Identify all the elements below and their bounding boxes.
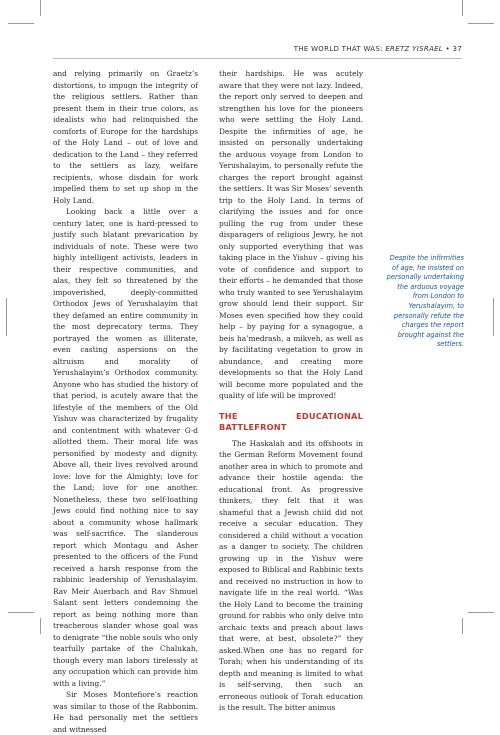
paragraph: Looking back a little over a century later, one is hard-pressed to justify such blatant prevarication by individuals of note. These were two highly intelligent activists, leaders in their respective communities, and alas, they felt so threatened by the impoverished, deeply-committed Orthodox Jews of Yerushalayim that they defamed an entire community in the most deprecatory terms. They portrayed the women as illiterate, even casting aspersions on the altruism and morality of Yerushalayim’s Orthodox community. Anyone who has studied the history of that period, is acutely aware that the lifestyle of the members of the Old Yishuv was characterized by frugality and contentment with whatever G-d allotted them. Their moral life was personified by modesty and dignity. Above all, their lives revolved around love: love for the Almighty; love for the Land; love for one another. Nonetheless, these two self-loathing Jews could find nothing nice to say about a community whose hallmark was self-sacrifice. The slanderous report which Montagu and Asher presented to the officers of the Fund received a harsh response from the rabbinic leadership of Yerushalayim. Rav Meir Auerbach and Rav Shmuel Salant sent letters condemning the report as being nothing more than treacherous slander whose goal was to denigrate “the noble souls who only tearfully partake of the Chalukah, though every man labors tirelessly at any occupation which can provide him with a living.” (53, 207, 198, 688)
crop-mark-top-right-v (462, 0, 463, 16)
paragraph: Sir Moses Montefiore’s reaction was similar to those of the Rabbonim. He had personally met the settlers and witnessed (53, 690, 198, 734)
header-rule (53, 58, 462, 59)
crop-mark-top-right-h (468, 23, 494, 24)
crop-mark-bottom-right-v (462, 618, 463, 634)
paragraph: The Haskalah and its offshoots in the German Reform Movement found another area in which to promote and advance their hostile agenda: the educational front. As progressive thinkers, they felt that it was shameful that a Jewish child did not receive a secular education. They considered a child without a vocation as a danger to society. The children growing up in the Yishuv were exposed to Biblical and Rabbinic texts and received no instruction in how to navigate life in the real world. “Was the Holy Land to become the training ground for rabbis who only delve into archaic texts and preach about laws that were, at best, obsolete?” they asked.When one has no regard for Torah; when his understanding of its depth and meaning is limited to what is self-serving, then such an erroneous outlook of Torah education is the result. The bitter animus (219, 438, 363, 712)
left-column (53, 68, 198, 735)
paragraph: and relying primarily on Graetz’s distortions, to impugn the integrity of the religious settlers. Rather than present them in their true colors, as idealists who had relinquished the comforts of Europe for the hardships of the Holy Land – out of love and dedication to the Land – they referred to the settlers as lazy, welfare recipients, whose disdain for work impelled them to set up shop in the Holy Land. (53, 69, 198, 205)
crop-mark-bottom-left-v (40, 618, 41, 634)
running-header (294, 45, 462, 53)
crop-mark-top-left-h (8, 23, 34, 24)
crop-mark-mid-left (6, 298, 7, 336)
crop-mark-bottom-right-h (468, 612, 494, 613)
crop-mark-mid-right (493, 298, 494, 336)
header-title: THE WORLD THAT WAS: (293, 45, 386, 53)
pull-quote: Despite the infirmities of age, he insisted on personally undertaking the arduous voyage from London to Yerushalayim, to personally refute the charges the report brought against the settlers. (386, 254, 464, 349)
header-title-emphasis: ERETZ YISRAEL (385, 45, 443, 53)
crop-mark-top-left-v (40, 0, 41, 16)
paragraph: their hardships. He was acutely aware that they were not lazy. Indeed, the report only served to deepen and strengthen his love for the pioneers who were settling the Holy Land. Despite the infirmities of age, he insisted on personally undertaking the arduous voyage from London to Yerushalayim, to personally refute the charges the report brought against the settlers. It was Sir Moses’ seventh trip to the Holy Land. In terms of clarifying the issues and for once pulling the rug from under these disparagers of religious Jewry, he not only supported everything that was taking place in the Yishuv – giving his vote of confidence and support to their efforts – he demanded that those who truly wanted to see Yerushalayim grow should lend their support. Sir Moses even specified how they could help – by paying for a synagogue, a beis ha’medrash, a mikveh, as well as by facilitating vegetation to grow in abundance, and creating more developments so that the Holy Land will become more populated and the quality of life will be improved! (219, 69, 363, 400)
section-heading: THE EDUCATIONAL BATTLEFRONT (219, 410, 363, 432)
crop-mark-bottom-left-h (8, 612, 34, 613)
right-column (219, 68, 363, 714)
page-number: • 37 (443, 45, 462, 53)
